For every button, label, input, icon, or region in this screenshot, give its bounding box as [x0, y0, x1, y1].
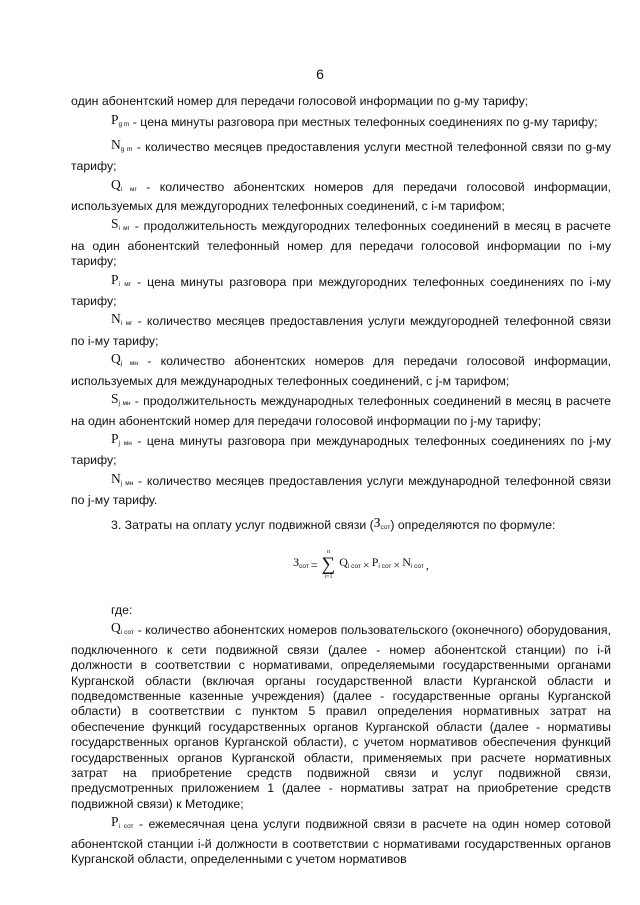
- symbol: $N_{j мн}$: [111, 470, 134, 487]
- symbol: $N_{g m}$: [111, 136, 133, 153]
- formula-term-p: $P_{i сот}$: [371, 555, 392, 571]
- definition-q-img: $Q_{i мг}$ - количество абонентских номеров для передачи голосовой информации, используемых для междугородних телефонных соединений, с i-м тарифом;: [71, 176, 611, 214]
- paragraph-0: один абонентский номер для передачи голосовой информации по g-му тарифу;: [71, 94, 529, 108]
- definition-s-jmn: $S_{j мн}$ - продолжительность международных телефонных соединений в месяц в расчете на один абонентский номер для передачи голосовой информации по j-му тарифу;: [71, 391, 611, 428]
- symbol: $N_{i мг}$: [111, 311, 133, 328]
- definition-p-img: $P_{i мг}$ - цена минуты разговора при междугородних телефонных соединениях по i-му тарифу;: [71, 271, 612, 309]
- formula-term-n: $N_{i сот}$: [402, 555, 424, 571]
- symbol: $З_{сот}$: [373, 514, 391, 531]
- symbol: $P_{g m}$: [111, 112, 130, 129]
- formula-times: ×: [362, 557, 370, 572]
- symbol: $P_{i мг}$: [111, 271, 132, 288]
- formula-lhs: $З_{сот}$: [293, 555, 309, 571]
- symbol: $P_{i сот}$: [111, 814, 134, 831]
- definition-q-isot: $Q_{i сот}$ - количество абонентских номеров пользовательского (оконечного) оборудования, подключенного к сети подвижной связи (далее - номер абонентской станции) по i-й должности в соответствии с нормативами, определяемыми государственными органами Курганской области (включая органы государственной власти Курганской области и подведомственные казенные учреждения) (далее - государственные органы Курганской области) в соответствии с пунктом 5 правил определения нормативных затрат на обеспечение функций государственных органов Курганской области (далее - нормативы государственных органов Курганской области), с учетом нормативов обеспечения функций государственных органов Курганской области, применяемых при расчете нормативных затрат на приобретение средств подвижной связи и услуг подвижной связи, предусмотренных приложением 1 (далее - нормативы затрат на приобретение средств подвижной связи) к Методике;: [71, 620, 611, 811]
- symbol: $P_{j мн}$: [111, 430, 132, 447]
- where-label: где:: [111, 602, 133, 617]
- definition-q-jmn: $Q_{j мн}$ - количество абонентских номеров для передачи голосовой информации, используемых для международных телефонных соединений, с j-м тарифом;: [71, 351, 611, 388]
- definition-s-img: $S_{i мг}$ - продолжительность междугородних телефонных соединений в месяц в расчете на один абонентский телефонный номер для передачи голосовой информации по i-му тарифу;: [71, 216, 611, 269]
- symbol: $Q_{j мн}$: [111, 351, 138, 368]
- symbol: $Q_{i сот}$: [111, 620, 134, 637]
- sum-symbol: n ∑ i=1: [321, 548, 336, 580]
- formula: [71, 549, 611, 581]
- formula-term-q: $Q_{i сот}$: [339, 555, 361, 571]
- definition-n-gm: $N_{g m}$ - количество месяцев предоставления услуги местной телефонной связи по g-му тарифу;: [71, 136, 611, 174]
- definition-n-jmn: $N_{j мн}$ - количество месяцев предоставления услуги международной телефонной связи по j-му тарифу.: [71, 470, 611, 508]
- formula-end: ,: [425, 557, 429, 572]
- symbol: $S_{j мн}$: [111, 391, 131, 408]
- formula-times: ×: [393, 557, 401, 572]
- symbol: $S_{i мг}$: [111, 216, 130, 233]
- page-number: 6: [316, 66, 324, 82]
- definition-p-gm: $P_{g m}$ - цена минуты разговора при местных телефонных соединениях по g-му тарифу;: [111, 112, 598, 130]
- symbol: $Q_{i мг}$: [111, 176, 137, 193]
- document-body: [71, 94, 611, 871]
- formula-equals: =: [310, 557, 318, 572]
- definition-p-isot: $P_{i сот}$ - ежемесячная цена услуги подвижной связи в расчете на один номер сотовой абонентской станции i-й должности в соответствии с нормативами государственных органов Курганской области, определенными с учетом нормативов: [71, 814, 611, 867]
- definition-p-jmn: $P_{j мн}$ - цена минуты разговора при международных телефонных соединениях по j-му тарифу;: [71, 430, 612, 468]
- definition-n-img: $N_{i мг}$ - количество месяцев предоставления услуги междугородней телефонной связи по i-му тарифу;: [71, 311, 611, 348]
- section-3-heading: 3. Затраты на оплату услуг подвижной связи $(З_{сот})$ определяются по формуле:: [111, 514, 556, 532]
